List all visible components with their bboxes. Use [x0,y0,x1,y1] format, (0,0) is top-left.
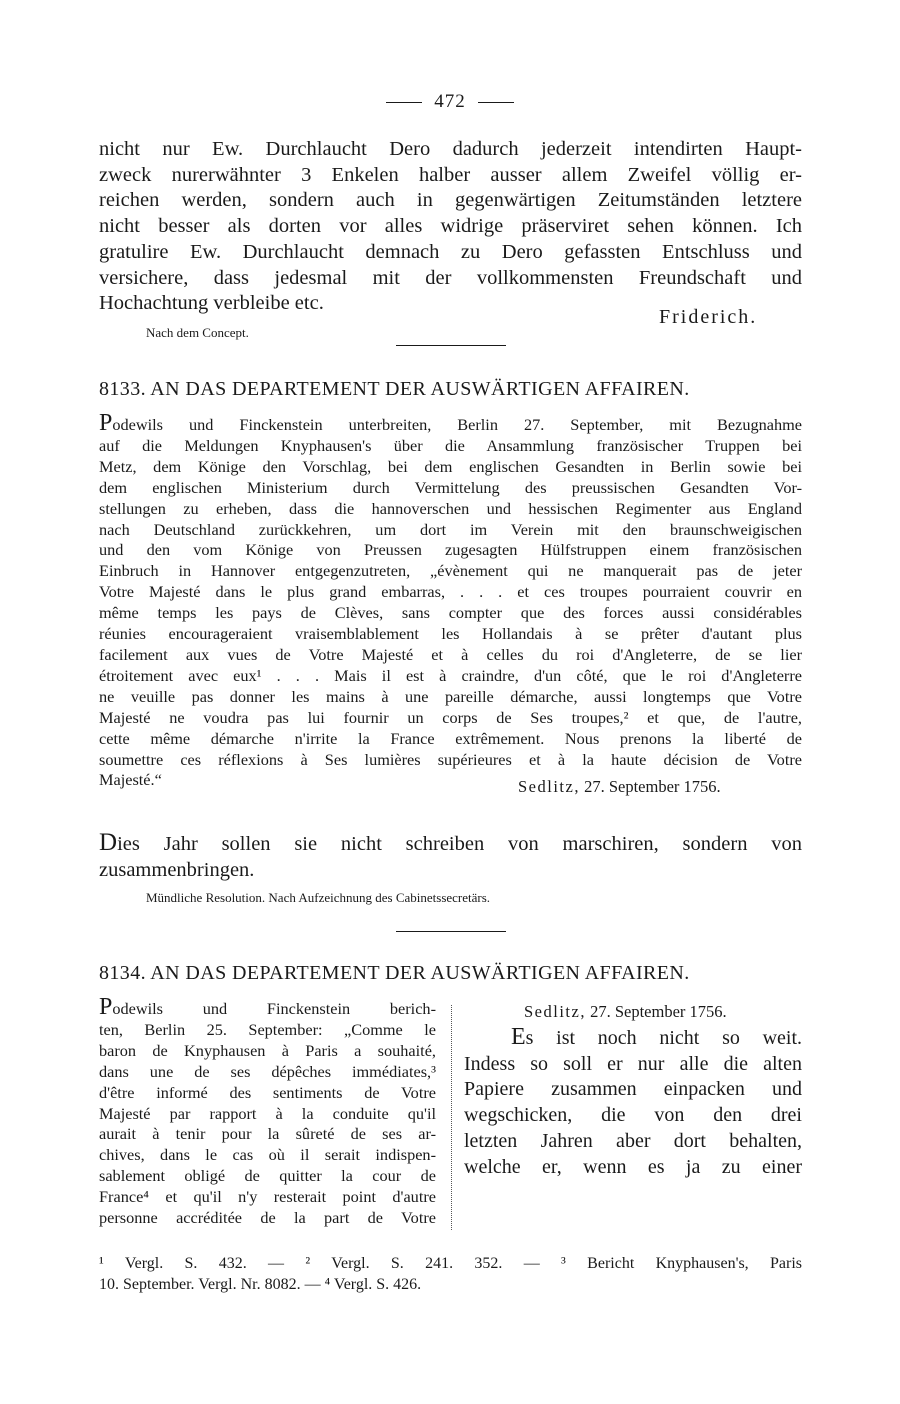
text-line: Votre Majesté dans le plus grand embarras, . . . et ces troupes pourraient couvrir en [99,582,802,602]
text-line: nicht besser als dorten vor alles widrige präserviret sehen können. Ich [99,215,802,238]
text-line: Majesté par rapport à la conduite qu'il [99,1103,436,1123]
summary-paragraph-8133 [99,410,802,791]
text-line: d'être informé des sentiments de Votre [99,1082,436,1102]
text-line: même temps les pays de Clèves, sans compter que des forces aussi considérables [99,603,802,623]
dateline-date: 27. September 1756. [590,1002,727,1021]
text-line: gratulire Ew. Durchlaucht demnach zu Dero gefassten Entschluss und [99,240,802,263]
section-divider [396,345,506,346]
text-line: ten, Berlin 25. September: „Comme le [99,1019,436,1039]
signature: Friderich. [659,306,758,328]
text-line: wegschicken, die von den drei [464,1104,802,1127]
text-line: dans une de ses dépêches immédiates,³ [99,1061,436,1081]
text-line: Podewils und Finckenstein berich- [99,994,436,1020]
text-line: réunies encourageraient vraisemblablement les Hollandais à se prêter d'autant plus [99,624,802,644]
text-line: ne veuille pas donner les mains à une pareille démarche, aussi longtemps que Votre [99,686,802,706]
text-line: Einbruch in Hannover entgegenzutreten, „évènement qui ne manquerait pas de jeter [99,561,802,581]
source-note: Mündliche Resolution. Nach Aufzeichnung des Cabinetssecretärs. [146,890,491,905]
text-line: personne accréditée de la part de Votre [99,1208,436,1228]
text-line: Indess so soll er nur alle die alten [464,1052,802,1075]
drop-capital: P [99,994,113,1020]
text-line: chives, dans le cas où il serait indispen- [99,1145,436,1165]
continuation-paragraph [99,137,802,317]
drop-capital: E [511,1024,526,1050]
page-number-dash-right [478,102,514,103]
dateline-place: Sedlitz, [524,1002,586,1021]
text-line: zweck nurerwähnter 3 Enkelen halber ausser allem Zweifel völlig er- [99,163,802,186]
text-line: welche er, wenn es ja zu einer [464,1155,802,1178]
text-line: versichere, dass jedesmal mit der vollkommensten Freundschaft und [99,266,802,289]
source-note: Nach dem Concept. [146,325,249,340]
text-line: France⁴ et qu'il n'y resterait point d'autre [99,1187,436,1207]
section-heading-8134: 8134. AN DAS DEPARTEMENT DER AUSWÄRTIGEN AFFAIREN. [99,962,690,984]
text-line: Podewils und Finckenstein unterbreiten, Berlin 27. September, mit Bezugnahme [99,410,802,436]
page-number: 472 [0,91,900,113]
column-divider [451,1005,452,1230]
drop-capital: D [99,829,118,856]
text-line: auf die Meldungen Knyphausen's über die Ansammlung französischer Truppen bei [99,435,802,455]
text-line: cette même démarche n'irrite la France extrêmement. Nous prenons la liberté de [99,728,802,748]
text-line: étroitement avec eux¹ . . . Mais il est à craindre, d'un côté, que le roi d'Angleterre [99,665,802,685]
page-number-dash-left [386,102,422,103]
text-line: Hochachtung verbleibe etc. [99,292,324,315]
text-line: Majesté.“ [99,770,162,790]
text-line: Metz, dem Könige den Vorschlag, bei dem englischen Gesandten in Berlin sowie bei [99,456,802,476]
text-line: stellungen zu erheben, dass die hannoverschen und hessischen Regimenter aus England [99,498,802,518]
text-line: letzten Jahren aber dort behalten, [464,1129,802,1152]
text-line: dem englischen Ministerium durch Vermittelung des preussischen Gesandten Vor- [99,477,802,497]
text-line: sablement obligé de quitter la cour de [99,1166,436,1186]
resolution-column-8134 [464,1026,802,1180]
resolution-8133 [99,830,802,883]
section-heading-8133: 8133. AN DAS DEPARTEMENT DER AUSWÄRTIGEN AFFAIREN. [99,378,690,400]
text-line: soumettre ces réflexions à Ses lumières supérieures et à la haute décision de Votre [99,749,802,769]
section-divider [396,931,506,932]
text-line: Papiere zusammen einpacken und [464,1078,802,1101]
summary-column-8134 [99,994,436,1229]
drop-capital: P [99,410,113,436]
footnote-line: 10. September. Vergl. Nr. 8082. — ⁴ Vergl. S. 426. [99,1276,422,1293]
text-line: reichen werden, sondern auch in gegenwärtigen Zeitumständen letztere [99,189,802,212]
text-line: und den vom Könige von Preussen zugesagten Hülfstruppen einem französischen [99,540,802,560]
dateline-place: Sedlitz, [518,777,580,796]
text-line: Es ist noch nicht so weit. [511,1024,802,1050]
dateline-8134 [524,1002,727,1022]
text-line: Dies Jahr sollen sie nicht schreiben von marschiren, sondern von [99,829,802,856]
text-line: baron de Knyphausen à Paris a souhaité, [99,1040,436,1060]
text-line: nicht nur Ew. Durchlaucht Dero dadurch jederzeit intendirten Haupt- [99,138,802,160]
dateline-date: 27. September 1756. [584,777,721,796]
text-line: Majesté ne voudra pas lui fournir un corps de Ses troupes,² et que, de l'autre, [99,707,802,727]
dateline-8133 [518,777,721,797]
text-line: zusammenbringen. [99,858,255,881]
footnotes [99,1253,802,1295]
text-line: facilement aux vues de Votre Majesté et à celles du roi d'Angleterre, de se lier [99,644,802,664]
text-line: aurait à tenir pour la sûreté de ses ar- [99,1124,436,1144]
footnote-line: ¹ Vergl. S. 432. — ² Vergl. S. 241. 352. — ³ Bericht Knyphausen's, Paris [99,1255,802,1272]
text-line: nach Deutschland zurückkehren, um dort im Verein mit den braunschweigischen [99,519,802,539]
